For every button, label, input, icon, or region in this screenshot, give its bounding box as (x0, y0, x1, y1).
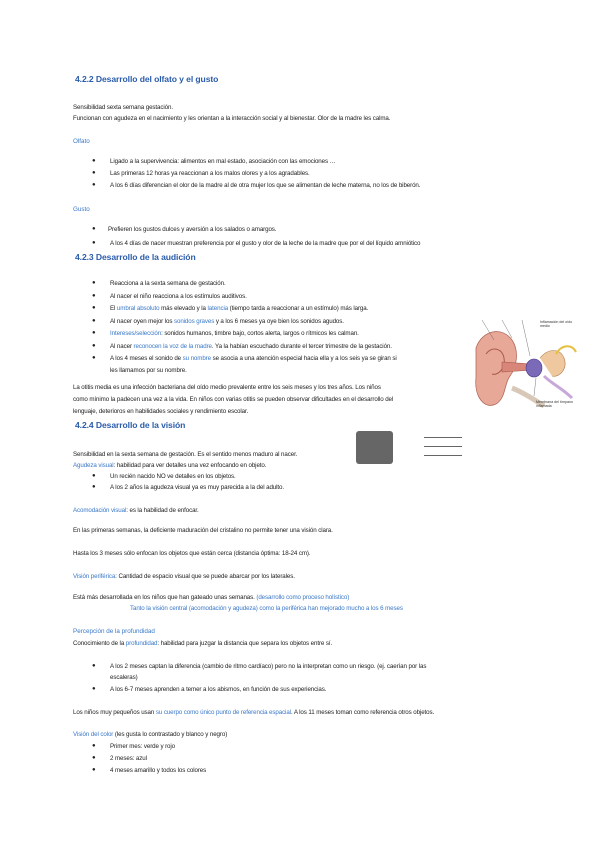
bullet-icon: ● (92, 305, 96, 311)
image-placeholder (356, 431, 393, 464)
bullet-icon: ● (92, 293, 96, 299)
ninos-referencia: Los niños muy pequeños usan su cuerpo como único punto de referencia espacial. A los 11 meses toman como referencia otros objetos. (73, 709, 435, 716)
color-line: Visión del color (les gusta lo contrastado y blanco y negro) (73, 731, 228, 738)
audicion-item-3: El umbral absoluto más elevado y la latencia (tiempo tarda a reaccionar a un estímulo) más larga. (110, 305, 369, 312)
menu-icon (424, 437, 462, 438)
profundidad-item-1-cont: escaleras) (110, 674, 138, 681)
bullet-icon: ● (92, 318, 96, 324)
bullet-icon: ● (92, 158, 96, 164)
heading-audicion: 4.2.3 Desarrollo de la audición (75, 252, 196, 262)
audicion-item-4: Al nacer oyen mejor los sonidos graves y a los 6 meses ya oye bien los sonidos agudos. (110, 318, 344, 325)
ear-illustration (472, 318, 578, 414)
gusto-label: Gusto (73, 206, 90, 213)
periferica-line: Visión periférica: Cantidad de espacio visual que se puede abarcar por los laterales. (73, 573, 295, 580)
acomodacion-p2: Hasta los 3 meses sólo enfocan los objetos que están cerca (distancia óptima: 18-24 cm). (73, 550, 311, 557)
menu-icon-line (424, 446, 462, 447)
vision-intro: Sensibilidad en la sexta semana de gestación. Es el sentido menos maduro al nacer. (73, 451, 298, 458)
olfato-item-1: Ligado a la supervivencia: alimentos en mal estado, asociación con las emociones … (110, 158, 336, 165)
audicion-item-1: Reacciona a la sexta semana de gestación. (110, 280, 226, 287)
profundidad-label: Percepción de la profundidad (73, 628, 155, 635)
agudeza-line: Agudeza visual: habilidad para ver detalles una vez enfocando en objeto. (73, 462, 267, 469)
audicion-item-7: A los 4 meses el sonido de su nombre se asocia a una atención especial hacia ella y a los seis ya se giran si (110, 355, 397, 362)
acomodacion-p1: En las primeras semanas, la deficiente maduración del cristalino no permite tener una visión clara. (73, 527, 333, 534)
profundidad-item-2: A los 6-7 meses aprenden a temer a los abismos, en función de sus experiencias. (110, 686, 327, 693)
audicion-item-5: Intereses/selección: sonidos humanos, timbre bajo, cortos alerta, largos o rítmicos les calman. (110, 330, 359, 337)
agudeza-item-2: A los 2 años la agudeza visual ya es muy parecida a la del adulto. (110, 484, 284, 491)
color-item-3: 4 meses amarillo y todos los colores (110, 767, 207, 774)
olfato-item-3: A los 6 días diferencian el olor de la madre al de otra mujer los que se alimentan de leche materna, no los de biberón. (110, 182, 421, 189)
agudeza-item-1: Un recién nacido NO ve detalles en los objetos. (110, 473, 236, 480)
otitis-line-3: lenguaje, deterioros en habilidades sociales y rendimiento escolar. (73, 408, 249, 415)
bullet-icon: ● (92, 182, 96, 188)
bullet-icon: ● (92, 473, 96, 479)
olfato-label: Olfato (73, 138, 90, 145)
periferica-tanto: Tanto la visión central (acomodación y agudeza) como la periférica han mejorado mucho a los 6 meses (130, 605, 403, 612)
gusto-item-2: A los 4 días de nacer muestran preferencia por el gusto y olor de la leche de la madre que por el del líquido amniótico (110, 240, 421, 247)
profundidad-concepto: Conocimiento de la profundidad: habilidad para juzgar la distancia que separa los objetos entre sí. (73, 640, 333, 647)
color-item-2: 2 meses: azul (110, 755, 147, 762)
olfato-item-2: Las primeras 12 horas ya reaccionan a los malos olores y a los agradables. (110, 170, 310, 177)
audicion-item-6: Al nacer reconocen la voz de la madre. Ya la habían escuchado durante el tercer trimestre de la gestación. (110, 343, 392, 350)
bullet-icon: ● (92, 240, 96, 246)
bullet-icon: ● (92, 170, 96, 176)
audicion-item-2: Al nacer el niño reacciona a los estímulos auditivos. (110, 293, 247, 300)
bullet-icon: ● (92, 330, 96, 336)
heading-vision: 4.2.4 Desarrollo de la visión (75, 420, 186, 430)
bullet-icon: ● (92, 343, 96, 349)
bullet-icon: ● (92, 686, 96, 692)
acomodacion-line: Acomodación visual: es la habilidad de enfocar. (73, 507, 199, 514)
olfato-intro-2: Funcionan con agudeza en el nacimiento y les orientan a la interacción social y al bienestar. Olor de la madre les calma. (73, 115, 391, 122)
audicion-item-7-cont: les llamamos por su nombre. (110, 367, 187, 374)
bullet-icon: ● (92, 484, 96, 490)
bullet-icon: ● (92, 743, 96, 749)
bullet-icon: ● (92, 755, 96, 761)
bullet-icon: ● (92, 355, 96, 361)
heading-olfato-gusto: 4.2.2 Desarrollo del olfato y el gusto (75, 74, 219, 84)
menu-icon-line (424, 455, 462, 456)
bullet-icon: ● (92, 663, 96, 669)
otitis-line-1: La otitis media es una infección bacteriana del oído medio prevalente entre los seis meses y los tres años. Los niños (73, 384, 381, 391)
periferica-estar: Está más desarrollada en los niños que han gateado unas semanas. (desarrollo como proceso holístico) (73, 594, 350, 601)
gusto-item-1: Prefieren los gustos dulces y aversión a los salados o amargos. (108, 226, 277, 233)
ear-caption-bottom: Membrana del tímpano inflamada (536, 400, 573, 408)
ear-caption-top: Inflamación del oído medio (540, 320, 573, 328)
color-item-1: Primer mes: verde y rojo (110, 743, 175, 750)
bullet-icon: ● (92, 226, 96, 232)
bullet-icon: ● (92, 767, 96, 773)
olfato-intro-1: Sensibilidad sexta semana gestación. (73, 104, 173, 111)
bullet-icon: ● (92, 280, 96, 286)
otitis-line-2: como mínimo la padecen una vez a la vida. En niños con varias otitis se pueden observar dificultades en el desarrollo del (73, 396, 394, 403)
profundidad-item-1: A los 2 meses captan la diferencia (cambio de ritmo cardíaco) pero no la interpretan como un riesgo. (ej. caerían por las (110, 663, 427, 670)
